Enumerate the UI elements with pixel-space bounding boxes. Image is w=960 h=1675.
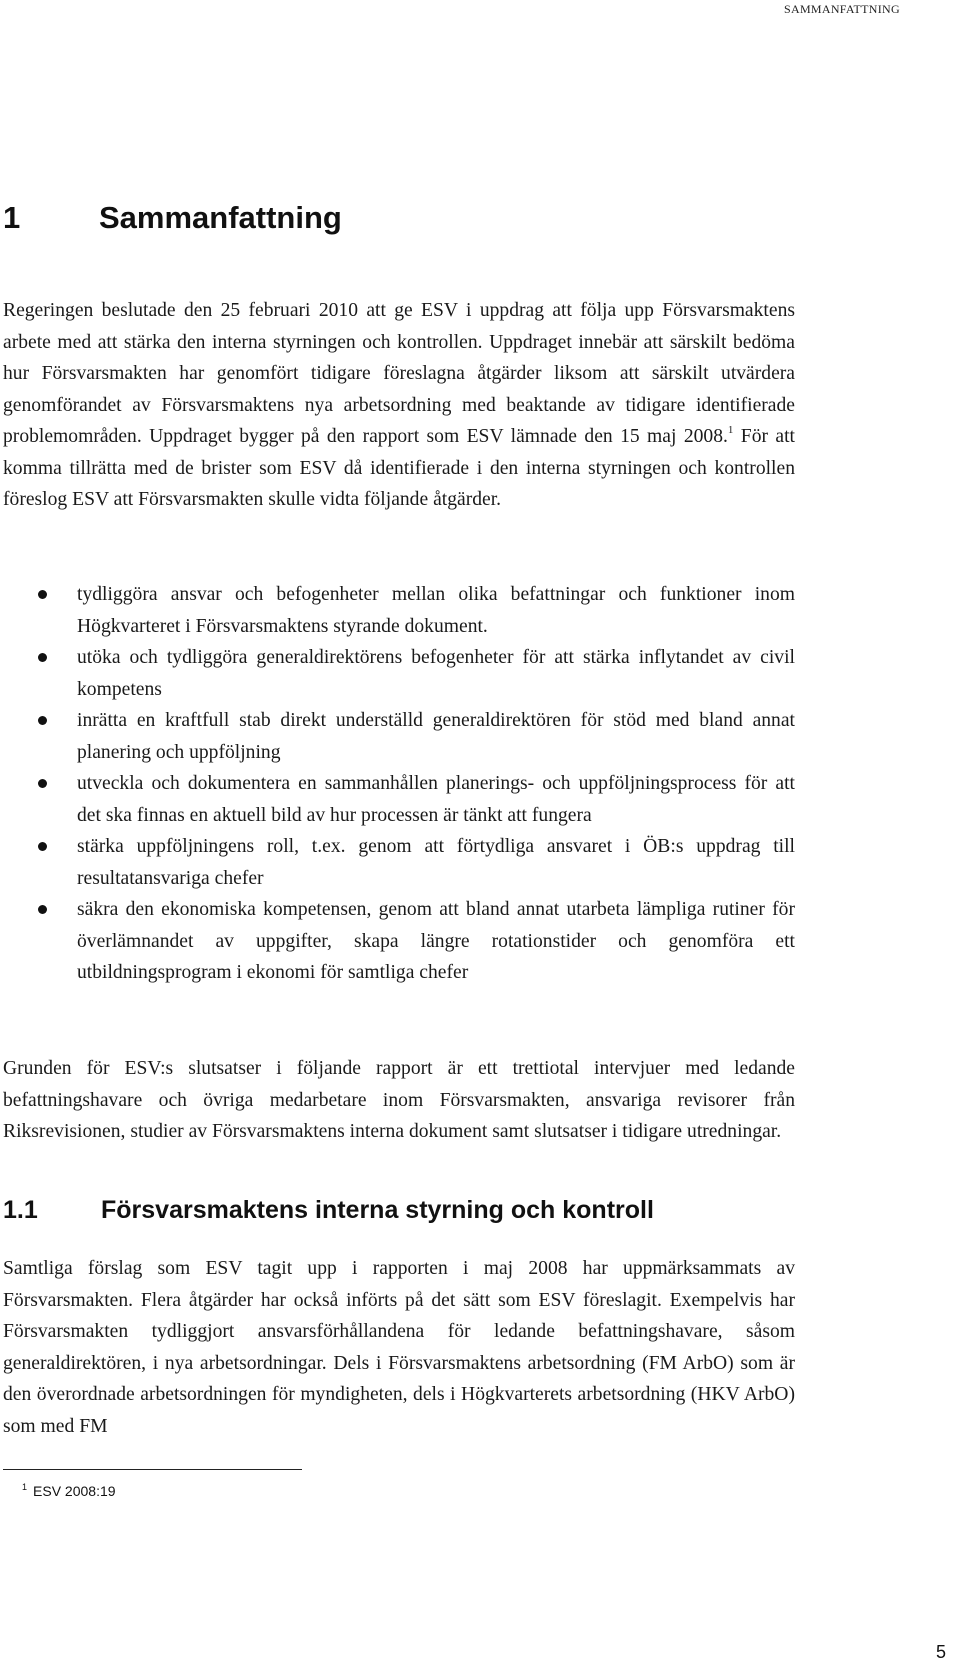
- list-item-text: säkra den ekonomiska kompetensen, genom att bland annat utarbeta lämpliga rutiner för överlämnandet av uppgifter, skapa längre rotationstider och genomföra ett utbildningsprogram i ekonomi för samtliga chefer: [77, 899, 795, 983]
- footnote-number: 1: [22, 1482, 28, 1492]
- page-number: 5: [935, 1642, 946, 1662]
- subsection-number: 1.1: [3, 1196, 38, 1224]
- bullet-icon: [38, 653, 47, 662]
- bullet-icon: [38, 779, 47, 788]
- footnote-divider: [3, 1469, 302, 1470]
- basis-paragraph: Grunden för ESV:s slutsatser i följande rapport är ett trettiotal intervjuer med ledande befattningshavare och övriga medarbetare inom Försvarsmakten, ansvariga revisorer från Riksrevisionen, studier av Försvarsmaktens interna dokument samt slutsatser i tidigare utredningar.: [3, 1058, 795, 1142]
- bullet-icon: [38, 590, 47, 599]
- list-item: [3, 831, 795, 894]
- bullet-icon: [38, 716, 47, 725]
- intro-text: Regeringen beslutade den 25 februari 2010 att ge ESV i uppdrag att följa upp Försvarsmaktens arbete med att stärka den interna styrningen och kontrollen. Uppdraget innebär att särskilt bedöma hur Försvarsmakten har genomfört tidigare föreslagna åtgärder liksom att särskilt utvärdera genomförandet av Försvarsmaktens nya arbetsordning med beaktande av tidigare identifierade problemområden. Uppdraget bygger på den rapport som ESV lämnade den 15 maj 2008.: [3, 300, 795, 447]
- list-item-text: stärka uppföljningens roll, t.ex. genom att förtydliga ansvaret i ÖB:s uppdrag till resultatansvariga chefer: [77, 836, 795, 889]
- control-paragraph: Samtliga förslag som ESV tagit upp i rapporten i maj 2008 har uppmärksammats av Försvarsmakten. Flera åtgärder har också införts på det sätt som ESV föreslagit. Exempelvis har Försvarsmakten tydliggjort ansvarsförhållandena för ledande befattningshavare, såsom generaldirektören, i nya arbetsordningar. Dels i Försvarsmaktens arbetsordning (FM ArbO) som är den överordnade arbetsordningen för myndigheten, dels i Högkvarterets arbetsordning (HKV ArbO) som med FM: [3, 1258, 795, 1437]
- list-item-text: utveckla och dokumentera en sammanhållen planerings- och uppföljningsprocess för att det ska finnas en aktuell bild av hur processen är tänkt att fungera: [77, 773, 795, 826]
- list-item-text: tydliggöra ansvar och befogenheter mellan olika befattningar och funktioner inom Högkvarteret i Försvarsmaktens styrande dokument.: [77, 584, 795, 637]
- list-item: [3, 579, 795, 642]
- list-item: [3, 705, 795, 768]
- footnote-reference[interactable]: 1: [727, 424, 734, 436]
- footnote-text: ESV 2008:19: [33, 1483, 116, 1499]
- intro-paragraph: [3, 295, 795, 516]
- list-item: [3, 894, 795, 989]
- bullet-icon: [38, 905, 47, 914]
- footnote: [22, 1482, 116, 1499]
- section-title: Sammanfattning: [99, 200, 342, 235]
- subsection-title: Försvarsmaktens interna styrning och kontroll: [101, 1196, 654, 1224]
- list-item-text: inrätta en kraftfull stab direkt underställd generaldirektören för stöd med bland annat planering och uppföljning: [77, 710, 795, 763]
- running-header: SAMMANFATTNING: [784, 2, 900, 16]
- list-item-text: utöka och tydliggöra generaldirektörens befogenheter för att stärka inflytandet av civil kompetens: [77, 647, 795, 700]
- list-item: [3, 768, 795, 831]
- bullet-icon: [38, 842, 47, 851]
- subsection-heading: [3, 1196, 654, 1225]
- section-number: 1: [3, 200, 21, 235]
- list-item: [3, 642, 795, 705]
- intro-text-continued: För att komma tillrätta med de brister som ESV då identifierade i den interna styrningen och kontrollen föreslog ESV att Försvarsmakten skulle vidta följande åtgärder.: [3, 426, 795, 510]
- measures-list: [3, 579, 795, 989]
- section-heading: [3, 200, 342, 236]
